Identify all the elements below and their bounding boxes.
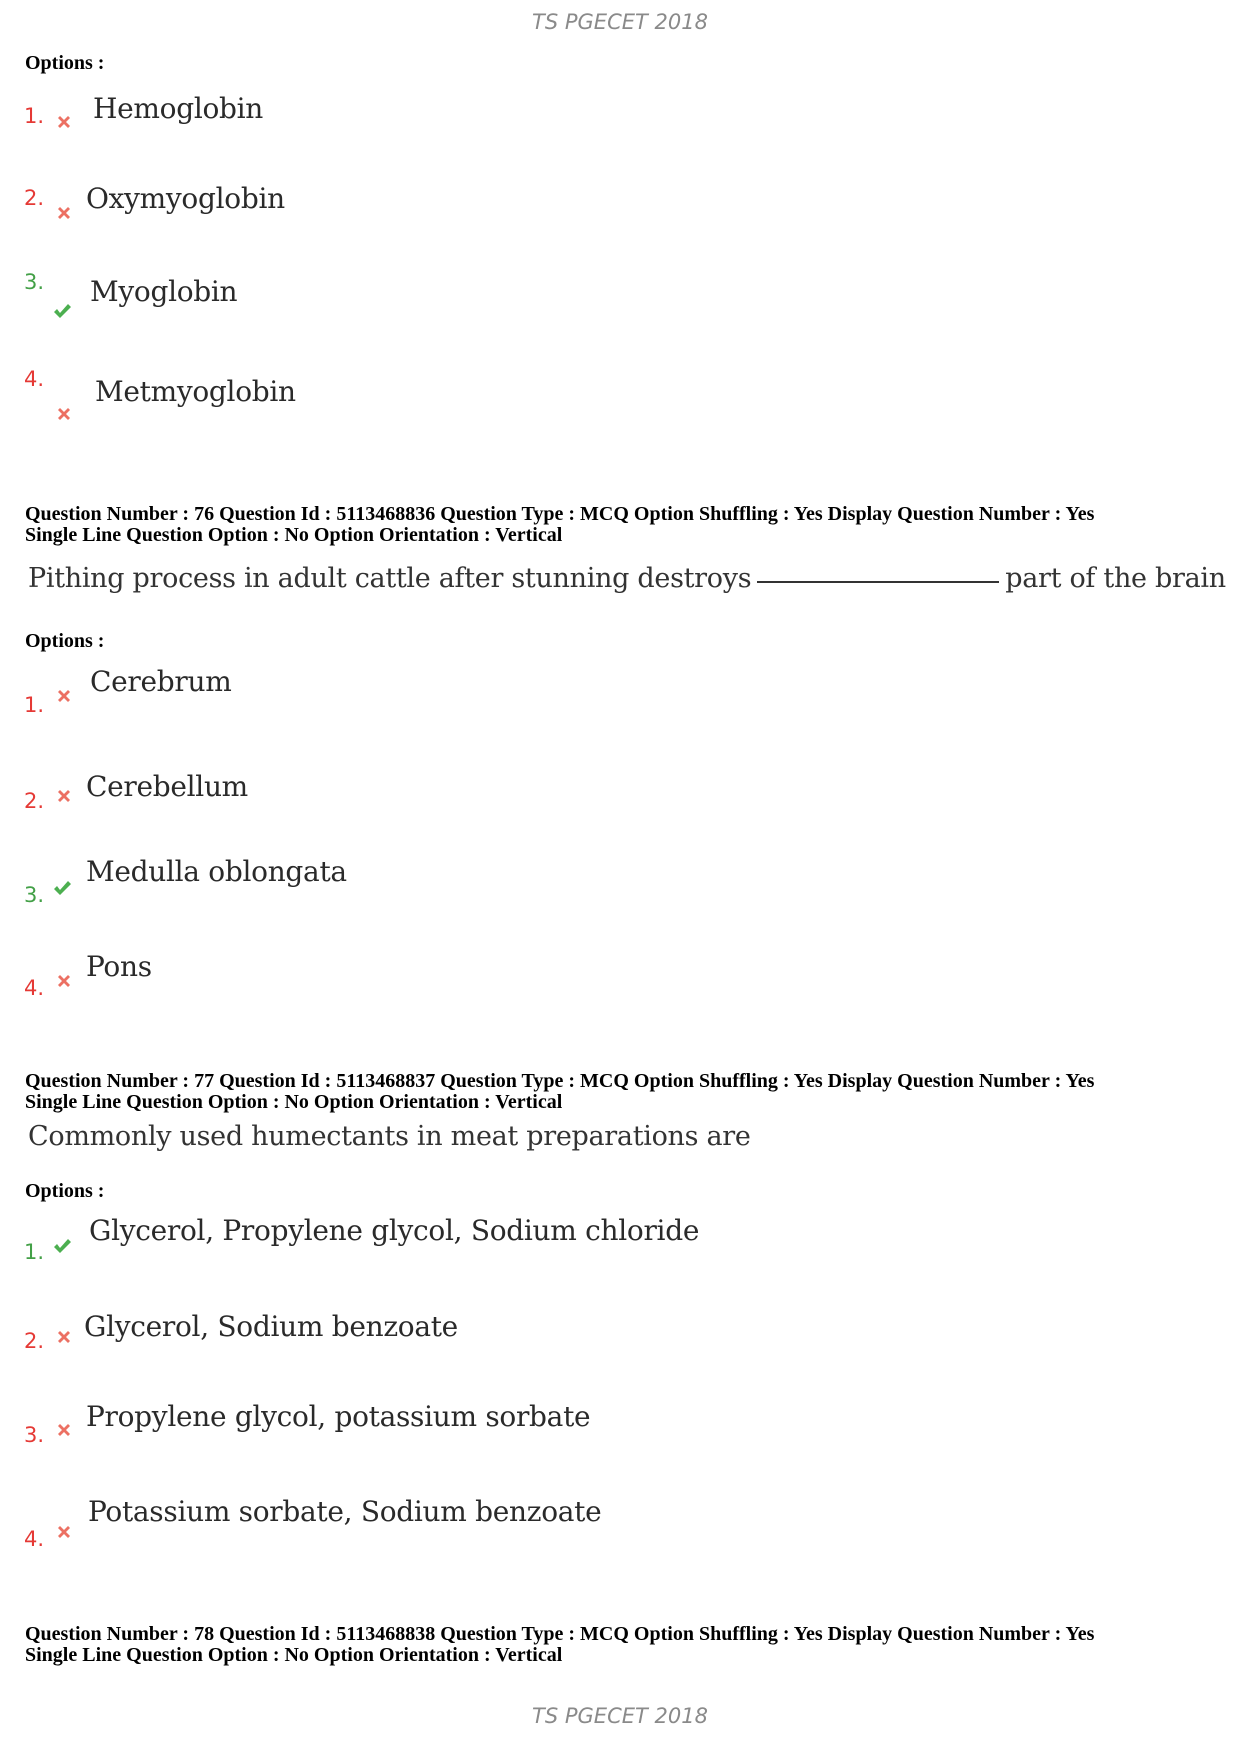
option-number: 2. (24, 186, 45, 210)
cross-icon (54, 203, 74, 223)
question-text: Commonly used humectants in meat preparations are (28, 1121, 751, 1152)
question-meta (25, 1071, 1094, 1113)
option-number: 3. (24, 883, 45, 907)
cross-icon (54, 404, 74, 424)
question-meta-line-1: Question Number : 78 Question Id : 5113468838 Question Type : MCQ Option Shuffling : Yes Display Question Number : Yes (25, 1623, 1095, 1645)
options-label: Options : (25, 52, 105, 74)
option-number: 4. (24, 367, 45, 391)
option-number: 4. (24, 1527, 45, 1551)
question-text-before: Pithing process in adult cattle after stunning destroys (28, 563, 752, 594)
option-text: Hemoglobin (93, 92, 264, 125)
options-label: Options : (25, 1180, 105, 1202)
option-text: Cerebellum (86, 770, 248, 803)
option-number: 1. (24, 1240, 45, 1264)
check-icon (52, 301, 72, 321)
question-meta (25, 1624, 1094, 1666)
check-icon (52, 1236, 72, 1256)
option-text: Oxymyoglobin (86, 182, 285, 215)
cross-icon (54, 1420, 74, 1440)
page-header: TS PGECET 2018 (532, 10, 708, 34)
fill-in-blank (757, 581, 999, 583)
option-number: 3. (24, 270, 45, 294)
cross-icon (54, 786, 74, 806)
question-text (28, 563, 1226, 594)
option-number: 4. (24, 976, 45, 1000)
cross-icon (54, 1327, 74, 1347)
question-meta-line-2: Single Line Question Option : No Option Orientation : Vertical (25, 524, 563, 546)
option-number: 2. (24, 1329, 45, 1353)
option-number: 3. (24, 1423, 45, 1447)
cross-icon (54, 686, 74, 706)
option-text: Glycerol, Sodium benzoate (84, 1310, 458, 1343)
question-meta-line-2: Single Line Question Option : No Option Orientation : Vertical (25, 1091, 563, 1113)
option-text: Potassium sorbate, Sodium benzoate (88, 1495, 602, 1528)
option-number: 2. (24, 789, 45, 813)
cross-icon (54, 971, 74, 991)
question-meta (25, 504, 1094, 546)
check-icon (52, 878, 72, 898)
option-text: Myoglobin (90, 275, 238, 308)
option-text: Metmyoglobin (95, 375, 296, 408)
options-label: Options : (25, 630, 105, 652)
question-meta-line-1: Question Number : 76 Question Id : 5113468836 Question Type : MCQ Option Shuffling : Yes Display Question Number : Yes (25, 503, 1095, 525)
option-number: 1. (24, 104, 45, 128)
cross-icon (54, 112, 74, 132)
question-meta-line-2: Single Line Question Option : No Option Orientation : Vertical (25, 1644, 563, 1666)
option-text: Medulla oblongata (86, 855, 347, 888)
option-number: 1. (24, 693, 45, 717)
option-text: Propylene glycol, potassium sorbate (86, 1400, 591, 1433)
cross-icon (54, 1522, 74, 1542)
option-text: Cerebrum (90, 665, 232, 698)
option-text: Pons (86, 950, 152, 983)
question-text-after: part of the brain (1005, 563, 1226, 594)
option-text: Glycerol, Propylene glycol, Sodium chloride (89, 1214, 700, 1247)
question-meta-line-1: Question Number : 77 Question Id : 5113468837 Question Type : MCQ Option Shuffling : Yes Display Question Number : Yes (25, 1070, 1095, 1092)
page-footer: TS PGECET 2018 (532, 1704, 708, 1728)
